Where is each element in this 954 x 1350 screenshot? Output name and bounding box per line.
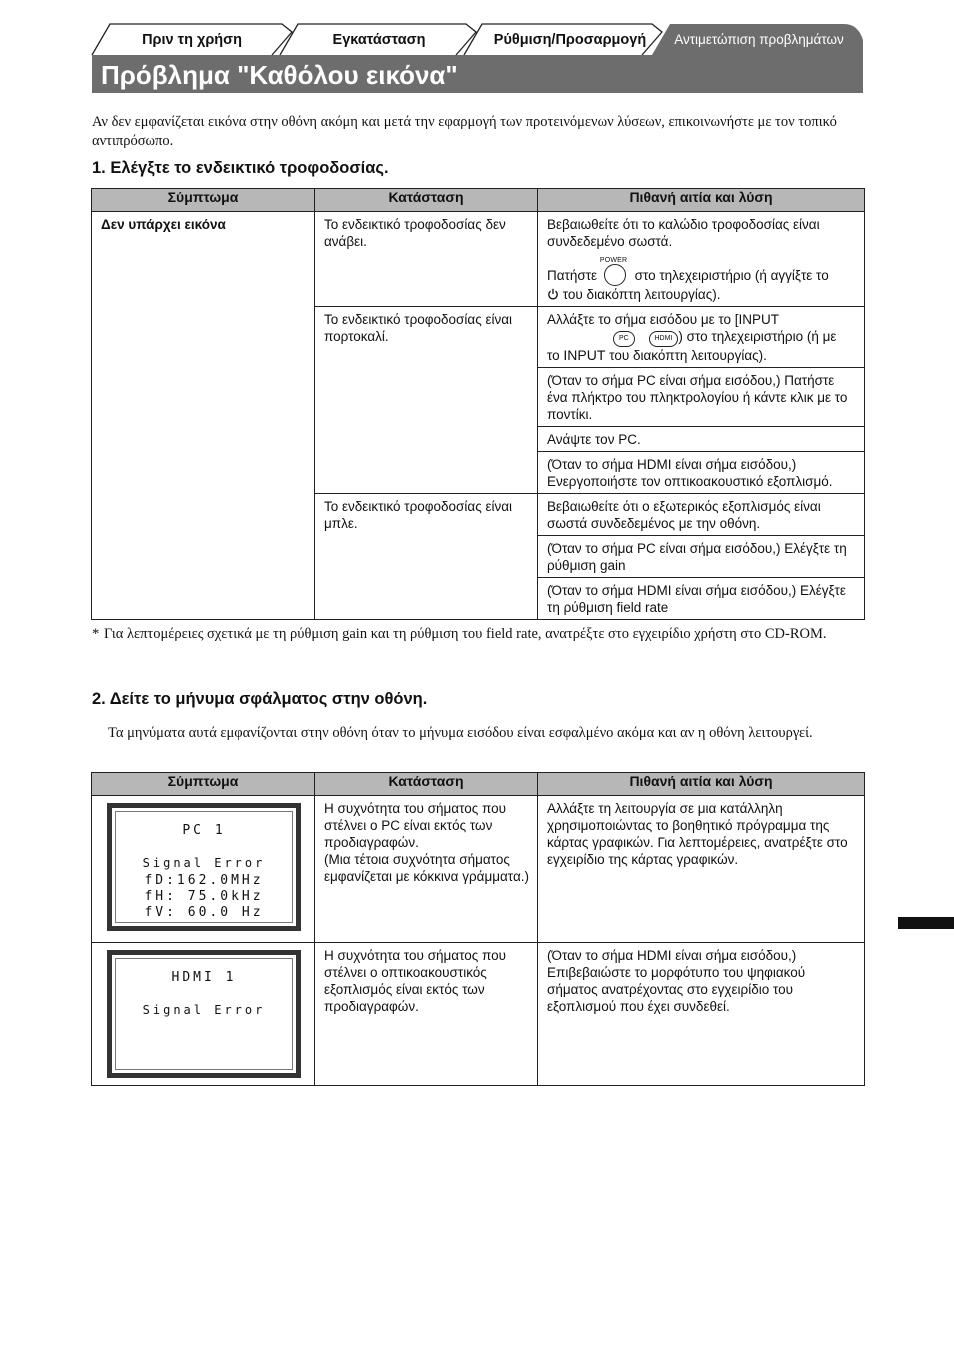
solution-cell [538,212,865,307]
col-header-state: Κατάσταση [315,189,538,212]
solution-cell [538,796,865,943]
state-orange: Το ενδεικτικό τροφοδοσίας είναι πορτοκαλί. [324,312,513,344]
state-cell [315,494,538,620]
footnote [92,624,867,644]
tab-troubleshooting[interactable]: Αντιμετώπιση προβλημάτων [674,32,844,47]
solution-text: ) στο τηλεχειριστήριο (ή με [678,329,837,344]
tab-installation[interactable]: Εγκατάσταση [332,32,426,48]
solution-turn-on-pc: Ανάψτε τον PC. [547,432,641,447]
screen-input-label: HDMI 1 [171,970,237,985]
power-button-icon [599,257,629,286]
hdmi-button-icon: HDMI [649,331,679,347]
col-header-symptom: Σύμπτωμα [92,773,315,796]
solution-press-key: (Όταν το σήμα PC είναι σήμα εισόδου,) Πατήστε ένα πλήκτρο του πληκτρολογίου ή κάντε κλικ με το ποντίκι. [547,373,848,422]
solution-cell [538,943,865,1086]
tab-before-use[interactable]: Πριν τη χρήση [142,32,242,48]
power-symbol-icon [547,288,559,300]
power-indicator-table [91,188,865,620]
state-cell [315,212,538,307]
col-header-solution: Πιθανή αιτία και λύση [538,773,865,796]
solution-cell [538,452,865,494]
solution-text: στο τηλεχειριστήριο (ή αγγίξτε το [634,268,829,283]
page-title: Πρόβλημα "Καθόλου εικόνα" [101,60,458,90]
section-marker-tab [898,917,954,929]
solution-cell [538,536,865,578]
state-av-frequency: Η συχνότητα του σήματος που στέλνει ο οπτικοακουστικός εξοπλισμός είναι εκτός των προδιαγραφών. [324,948,507,1014]
tab-settings[interactable]: Ρύθμιση/Προσαρμογή [493,32,647,48]
solution-change-mode: Αλλάξτε τη λειτουργία σε μια κατάλληλη χρησιμοποιώντας το βοηθητικό πρόγραμμα της κάρτας γραφικών. Για λεπτομέρειες, ανατρέξτε στο εγχειρίδιο της κάρτας γραφικών. [547,801,848,867]
solution-check-connection: Βεβαιωθείτε ότι ο εξωτερικός εξοπλισμός είναι σωστά συνδεδεμένος με την οθόνη. [547,499,821,531]
screen-fd-value: fD:162.0MHz [144,873,264,888]
col-header-state: Κατάσταση [315,773,538,796]
hdmi-signal-error-screen [107,950,301,1078]
state-cell [315,943,538,1086]
solution-check-field-rate: (Όταν το σήμα HDMI είναι σήμα εισόδου,) Ελέγξτε τη ρύθμιση field rate [547,583,846,615]
symptom-text: Δεν υπάρχει εικόνα [101,217,226,232]
pc-button-icon: PC [613,331,635,347]
symptom-cell [92,212,315,620]
symptom-cell [92,796,315,943]
screen-error-label: Signal Error [142,856,266,870]
col-header-solution: Πιθανή αιτία και λύση [538,189,865,212]
state-cell [315,307,538,494]
solution-check-format: (Όταν το σήμα HDMI είναι σήμα εισόδου,) Επιβεβαιώστε το μορφότυπο του ψηφιακού σήματος ανατρέχοντας στο εγχειρίδιο του εξοπλισμού που έχει συνδεθεί. [547,948,806,1014]
solution-text: Πατήστε [547,268,598,283]
solution-text: του διακόπτη λειτουργίας). [562,287,721,302]
screen-input-label: PC 1 [182,823,226,838]
solution-check-gain: (Όταν το σήμα PC είναι σήμα εισόδου,) Ελέγξτε τη ρύθμιση gain [547,541,847,573]
screen-fh-value: fH: 75.0kHz [144,889,264,904]
symptom-cell [92,943,315,1086]
footnote-star: * [92,626,100,642]
state-cell [315,796,538,943]
solution-text: Αλλάξτε το σήμα εισόδου με το [INPUT [547,312,780,327]
power-label: POWER [599,257,628,264]
section1-heading: 1. Ελέγξτε το ενδεικτικό τροφοδοσίας. [92,159,389,177]
solution-cell [538,368,865,427]
solution-text: του διακόπτη λειτουργίας). [609,348,767,363]
input-word: INPUT [563,347,606,363]
solution-text: το [547,348,560,363]
state-not-lit: Το ενδεικτικό τροφοδοσίας δεν ανάβει. [324,217,506,249]
section2-intro: Τα μηνύματα αυτά εμφανίζονται στην οθόνη όταν το μήνυμα εισόδου είναι εσφαλμένο ακόμα και αν η οθόνη λειτουργεί. [108,725,813,741]
solution-cell [538,307,865,368]
pc-signal-error-screen [107,803,301,931]
intro-text: Αν δεν εμφανίζεται εικόνα στην οθόνη ακόμη και μετά την εφαρμογή των προτεινόμενων λύσεων, επικοινωνήστε με τον τοπικό αντιπρόσωπο. [92,114,837,149]
error-message-table [91,772,865,1086]
screen-fv-value: fV: 60.0 Hz [144,905,264,920]
solution-cell [538,427,865,452]
solution-cell [538,494,865,536]
footnote-text: Για λεπτομέρειες σχετικά με τη ρύθμιση gain και τη ρύθμιση του field rate, ανατρέξτε στο εγχειρίδιο χρήστη στο CD-ROM. [104,626,827,642]
col-header-symptom: Σύμπτωμα [92,189,315,212]
page-title-bar [92,55,863,93]
section2-heading: 2. Δείτε το μήνυμα σφάλματος στην οθόνη. [92,690,428,708]
solution-power-cable: Βεβαιωθείτε ότι το καλώδιο τροφοδοσίας είναι συνδεδεμένο σωστά. [547,217,820,249]
solution-power-button [547,257,856,303]
state-blue: Το ενδεικτικό τροφοδοσίας είναι μπλε. [324,499,513,531]
solution-turn-on-av: (Όταν το σήμα HDMI είναι σήμα εισόδου,) Ενεργοποιήστε τον οπτικοακουστικό εξοπλισμό. [547,457,833,489]
state-pc-frequency: Η συχνότητα του σήματος που στέλνει ο PC είναι εκτός των προδιαγραφών. (Μια τέτοια συχνότητα σήματος εμφανίζεται με κόκκινα γράμματα.) [324,801,530,884]
screen-error-label: Signal Error [142,1003,266,1017]
solution-cell [538,578,865,620]
